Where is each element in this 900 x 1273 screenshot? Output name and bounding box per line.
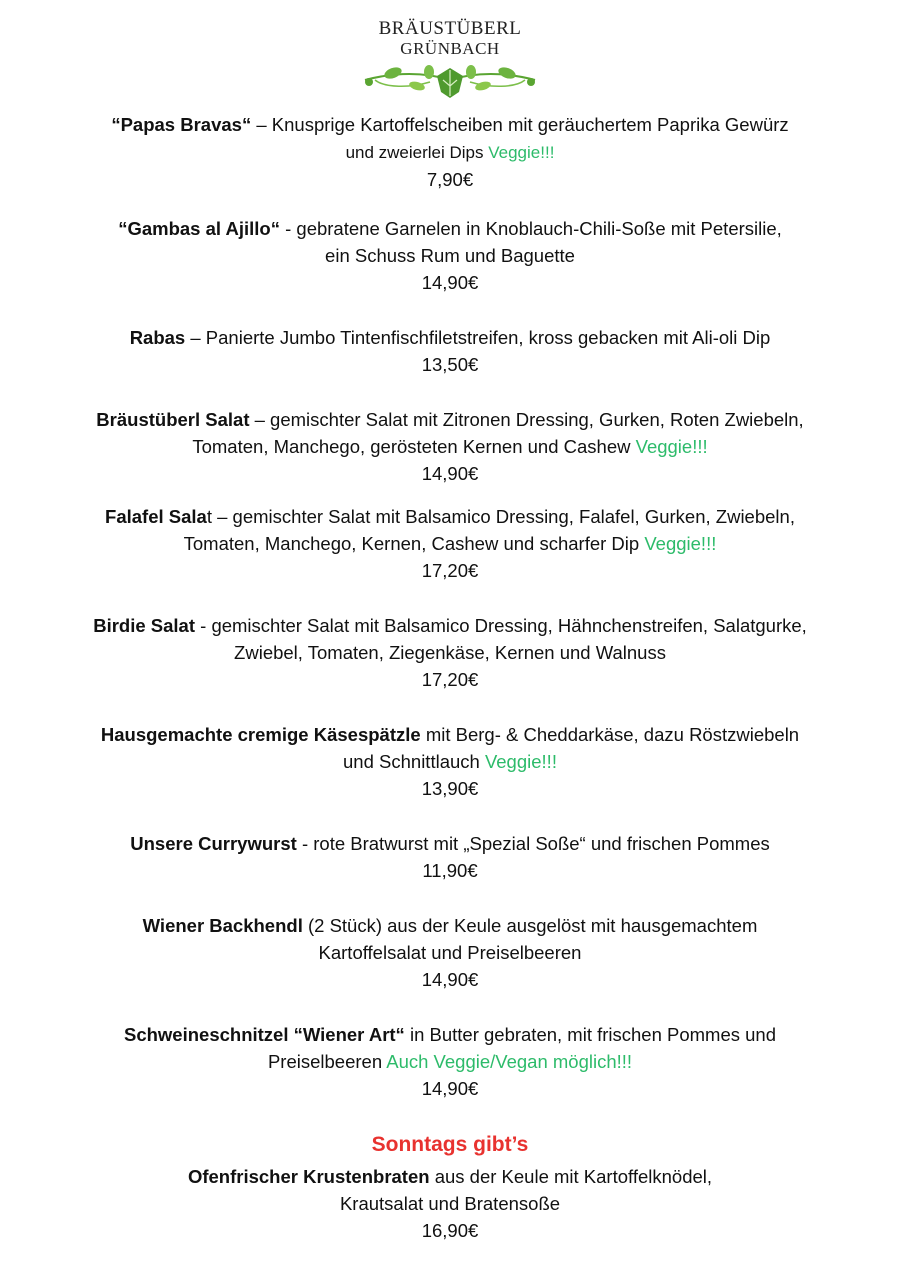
dish-name: Rabas: [129, 327, 186, 348]
dish-price: 17,20€: [421, 669, 479, 690]
dish-description-cont: Zwiebel, Tomaten, Ziegenkäse, Kernen und Walnuss: [234, 642, 666, 663]
menu-item-schweineschnitzel: [60, 1021, 840, 1102]
dish-price: 11,90€: [422, 860, 478, 881]
dish-description-cont: und Schnittlauch: [343, 751, 485, 772]
veggie-badge: Veggie!!!: [635, 436, 708, 457]
dish-description-cont: Tomaten, Manchego, gerösteten Kernen und Cashew: [192, 436, 636, 457]
dish-description: - gemischter Salat mit Balsamico Dressing, Hähnchenstreifen, Salatgurke,: [195, 615, 807, 636]
dish-description: aus der Keule mit Kartoffelknödel,: [429, 1166, 713, 1187]
dish-name: Birdie Salat: [93, 615, 195, 636]
dish-price: 14,90€: [421, 272, 479, 293]
menu-item-birdie-salat: [60, 612, 840, 693]
dish-description-cont: Preiselbeeren: [267, 1051, 387, 1072]
dish-name-tail: t: [206, 506, 212, 527]
dish-description: in Butter gebraten, mit frischen Pommes und: [404, 1024, 777, 1045]
dish-name: Wiener Backhendl: [142, 915, 303, 936]
dish-price: 7,90€: [426, 169, 474, 190]
dish-description-cont: Kartoffelsalat und Preiselbeeren: [318, 942, 582, 963]
sunday-heading: Sonntags gibt’s: [371, 1133, 529, 1156]
restaurant-logo: [350, 18, 550, 108]
veggie-badge: Veggie!!!: [644, 533, 717, 554]
dish-description-cont: Tomaten, Manchego, Kernen, Cashew und scharfer Dip: [183, 533, 645, 554]
dish-description: – gemischter Salat mit Zitronen Dressing, Gurken, Roten Zwiebeln,: [249, 409, 804, 430]
dish-price: 14,90€: [421, 1078, 479, 1099]
dish-description: mit Berg- & Cheddarkäse, dazu Röstzwiebeln: [420, 724, 800, 745]
veggie-badge: Veggie!!!: [484, 751, 557, 772]
menu-item-krustenbraten: [60, 1163, 840, 1244]
dish-description: - rote Bratwurst mit „Spezial Soße“ und frischen Pommes: [296, 833, 770, 854]
logo-line-1: BRÄUSTÜBERL: [378, 18, 522, 39]
menu-item-kaesespaetzle: [60, 721, 840, 802]
dish-description: (2 Stück) aus der Keule ausgelöst mit hausgemachtem: [302, 915, 758, 936]
dish-price: 14,90€: [421, 969, 479, 990]
dish-name: Unsere Currywurst: [130, 833, 297, 854]
menu-item-wiener-backhendl: [60, 912, 840, 993]
dish-price: 13,50€: [421, 354, 479, 375]
dish-price: 16,90€: [421, 1220, 479, 1241]
dish-name: Schweineschnitzel “Wiener Art“: [123, 1024, 405, 1045]
dish-description-cont: Krautsalat und Bratensoße: [339, 1193, 561, 1214]
dish-name: Falafel Sala: [105, 506, 207, 527]
dish-description: – gemischter Salat mit Balsamico Dressing, Falafel, Gurken, Zwiebeln,: [211, 506, 795, 527]
dish-price: 13,90€: [421, 778, 479, 799]
dish-description: – Knusprige Kartoffelscheiben mit geräuchertem Paprika Gewürz: [251, 114, 789, 135]
menu-item-gambas: [60, 215, 840, 296]
dish-price: 14,90€: [421, 463, 479, 484]
logo-line-2: GRÜNBACH: [400, 39, 500, 58]
menu-item-currywurst: [60, 830, 840, 884]
dish-name: Ofenfrischer Krustenbraten: [187, 1166, 430, 1187]
dish-description: – Panierte Jumbo Tintenfischfiletstreifen, kross gebacken mit Ali-oli Dip: [185, 327, 771, 348]
menu-item-papas-bravas: [60, 111, 840, 193]
menu-item-braeustueberl-salat: [60, 406, 840, 487]
veggie-badge: Veggie!!!: [488, 143, 555, 162]
veggie-badge: Auch Veggie/Vegan möglich!!!: [386, 1051, 633, 1072]
dish-name: Hausgemachte cremige Käsespätzle: [100, 724, 421, 745]
dish-description: - gebratene Garnelen in Knoblauch-Chili-Soße mit Petersilie,: [279, 218, 782, 239]
dish-description-cont: und zweierlei Dips: [345, 143, 489, 162]
dish-price: 17,20€: [421, 560, 479, 581]
hops-ornament-icon: [355, 58, 545, 102]
dish-name: “Papas Bravas“: [111, 114, 252, 135]
dish-name: Bräustüberl Salat: [96, 409, 250, 430]
menu-item-falafel-salat: [60, 503, 840, 584]
menu-item-rabas: [60, 324, 840, 378]
dish-description-cont: ein Schuss Rum und Baguette: [325, 245, 575, 266]
dish-name: “Gambas al Ajillo“: [118, 218, 280, 239]
